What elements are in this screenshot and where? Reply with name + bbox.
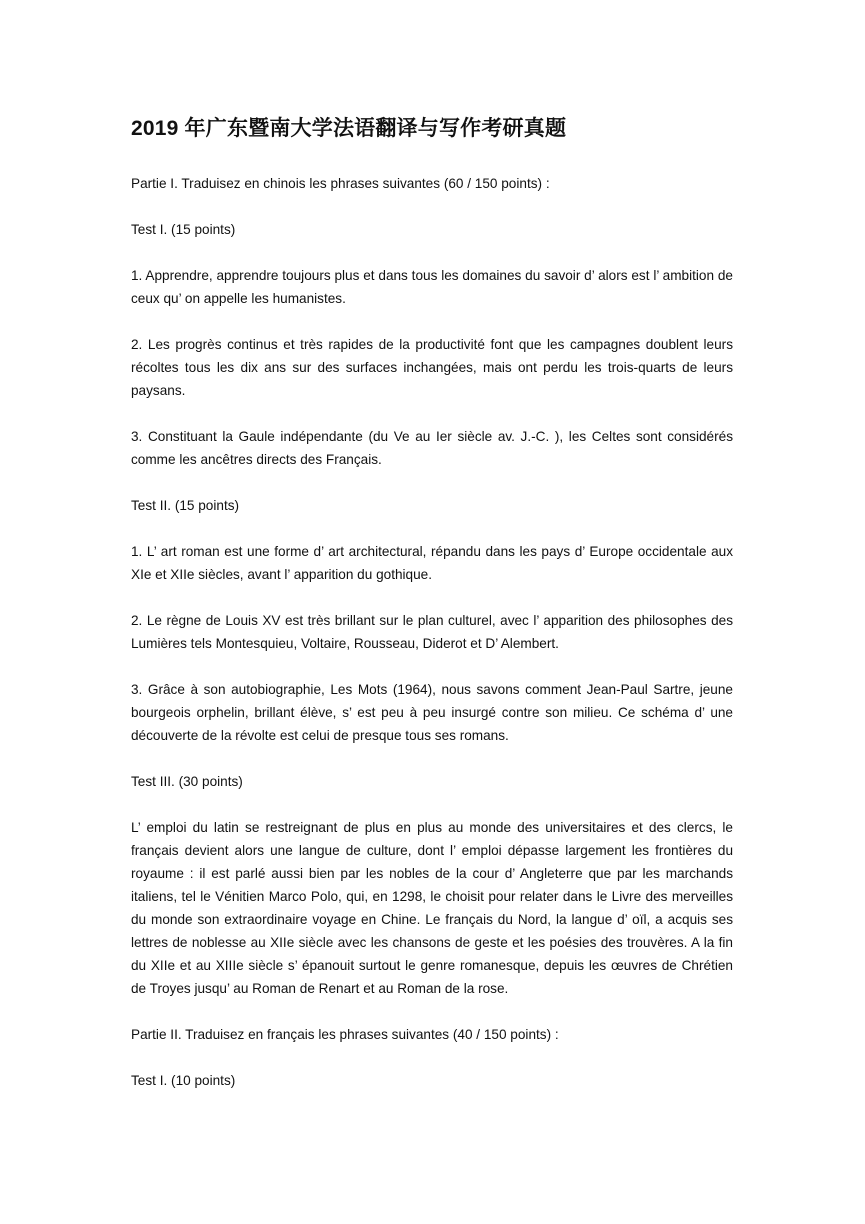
test-heading-1: Test I. (15 points) bbox=[131, 222, 236, 237]
sentence-paragraph: 3. Grâce à son autobiographie, Les Mots (1964), nous savons comment Jean-Paul Sartre, jeune bourgeois orphelin, brillant élève, s’ est peu à peu insurgé contre son milieu. Ce schéma d’ une découverte de la révolte est celui de presque tous ses romans. bbox=[131, 682, 733, 743]
section-heading-partie-2: Partie II. Traduisez en français les phrases suivantes (40 / 150 points) : bbox=[131, 1027, 559, 1042]
sentence-paragraph: 1. L’ art roman est une forme d’ art architectural, répandu dans les pays d’ Europe occidentale aux XIe et XIIe siècles, avant l’ apparition du gothique. bbox=[131, 544, 733, 582]
test-heading-3: Test III. (30 points) bbox=[131, 774, 243, 789]
document-body bbox=[131, 111, 733, 1092]
section-heading-partie-1: Partie I. Traduisez en chinois les phrases suivantes (60 / 150 points) : bbox=[131, 176, 550, 191]
spacer bbox=[131, 147, 733, 172]
sentence-paragraph: 2. Le règne de Louis XV est très brillant sur le plan culturel, avec l’ apparition des philosophes des Lumières tels Montesquieu, Voltaire, Rousseau, Diderot et D’ Alembert. bbox=[131, 613, 733, 651]
test-heading-4: Test I. (10 points) bbox=[131, 1073, 236, 1088]
document-title: 2019 年广东暨南大学法语翻译与写作考研真题 bbox=[131, 117, 567, 140]
test-heading-2: Test II. (15 points) bbox=[131, 498, 240, 513]
sentence-paragraph: 3. Constituant la Gaule indépendante (du Ve au Ier siècle av. J.-C. ), les Celtes sont considérés comme les ancêtres directs des Français. bbox=[131, 429, 733, 467]
sentence-paragraph: 1. Apprendre, apprendre toujours plus et dans tous les domaines du savoir d’ alors est l’ ambition de ceux qu’ on appelle les humanistes. bbox=[131, 268, 733, 306]
passage-paragraph: L’ emploi du latin se restreignant de plus en plus au monde des universitaires et des clercs, le français devient alors une langue de culture, dont l’ emploi dépasse largement les frontières du royaume : il est parlé aussi bien par les nobles de la cour d’ Angleterre que par les marchands italiens, tel le Vénitien Marco Polo, qui, en 1298, le choisit pour relater dans le Livre des merveilles du monde son extraordinaire voyage en Chine. Le français du Nord, la langue d’ oïl, a acquis ses lettres de noblesse au XIIe siècle avec les chansons de geste et les poésies des trouvères. A la fin du XIIe et au XIIIe siècle s’ épanouit surtout le genre romanesque, depuis les œuvres de Chrétien de Troyes jusqu’ au Roman de Renart et au Roman de la rose. bbox=[131, 820, 733, 996]
sentence-paragraph: 2. Les progrès continus et très rapides de la productivité font que les campagnes doublent leurs récoltes tous les dix ans sur des surfaces inchangées, mais ont perdu les trois-quarts de leurs paysans. bbox=[131, 337, 733, 398]
